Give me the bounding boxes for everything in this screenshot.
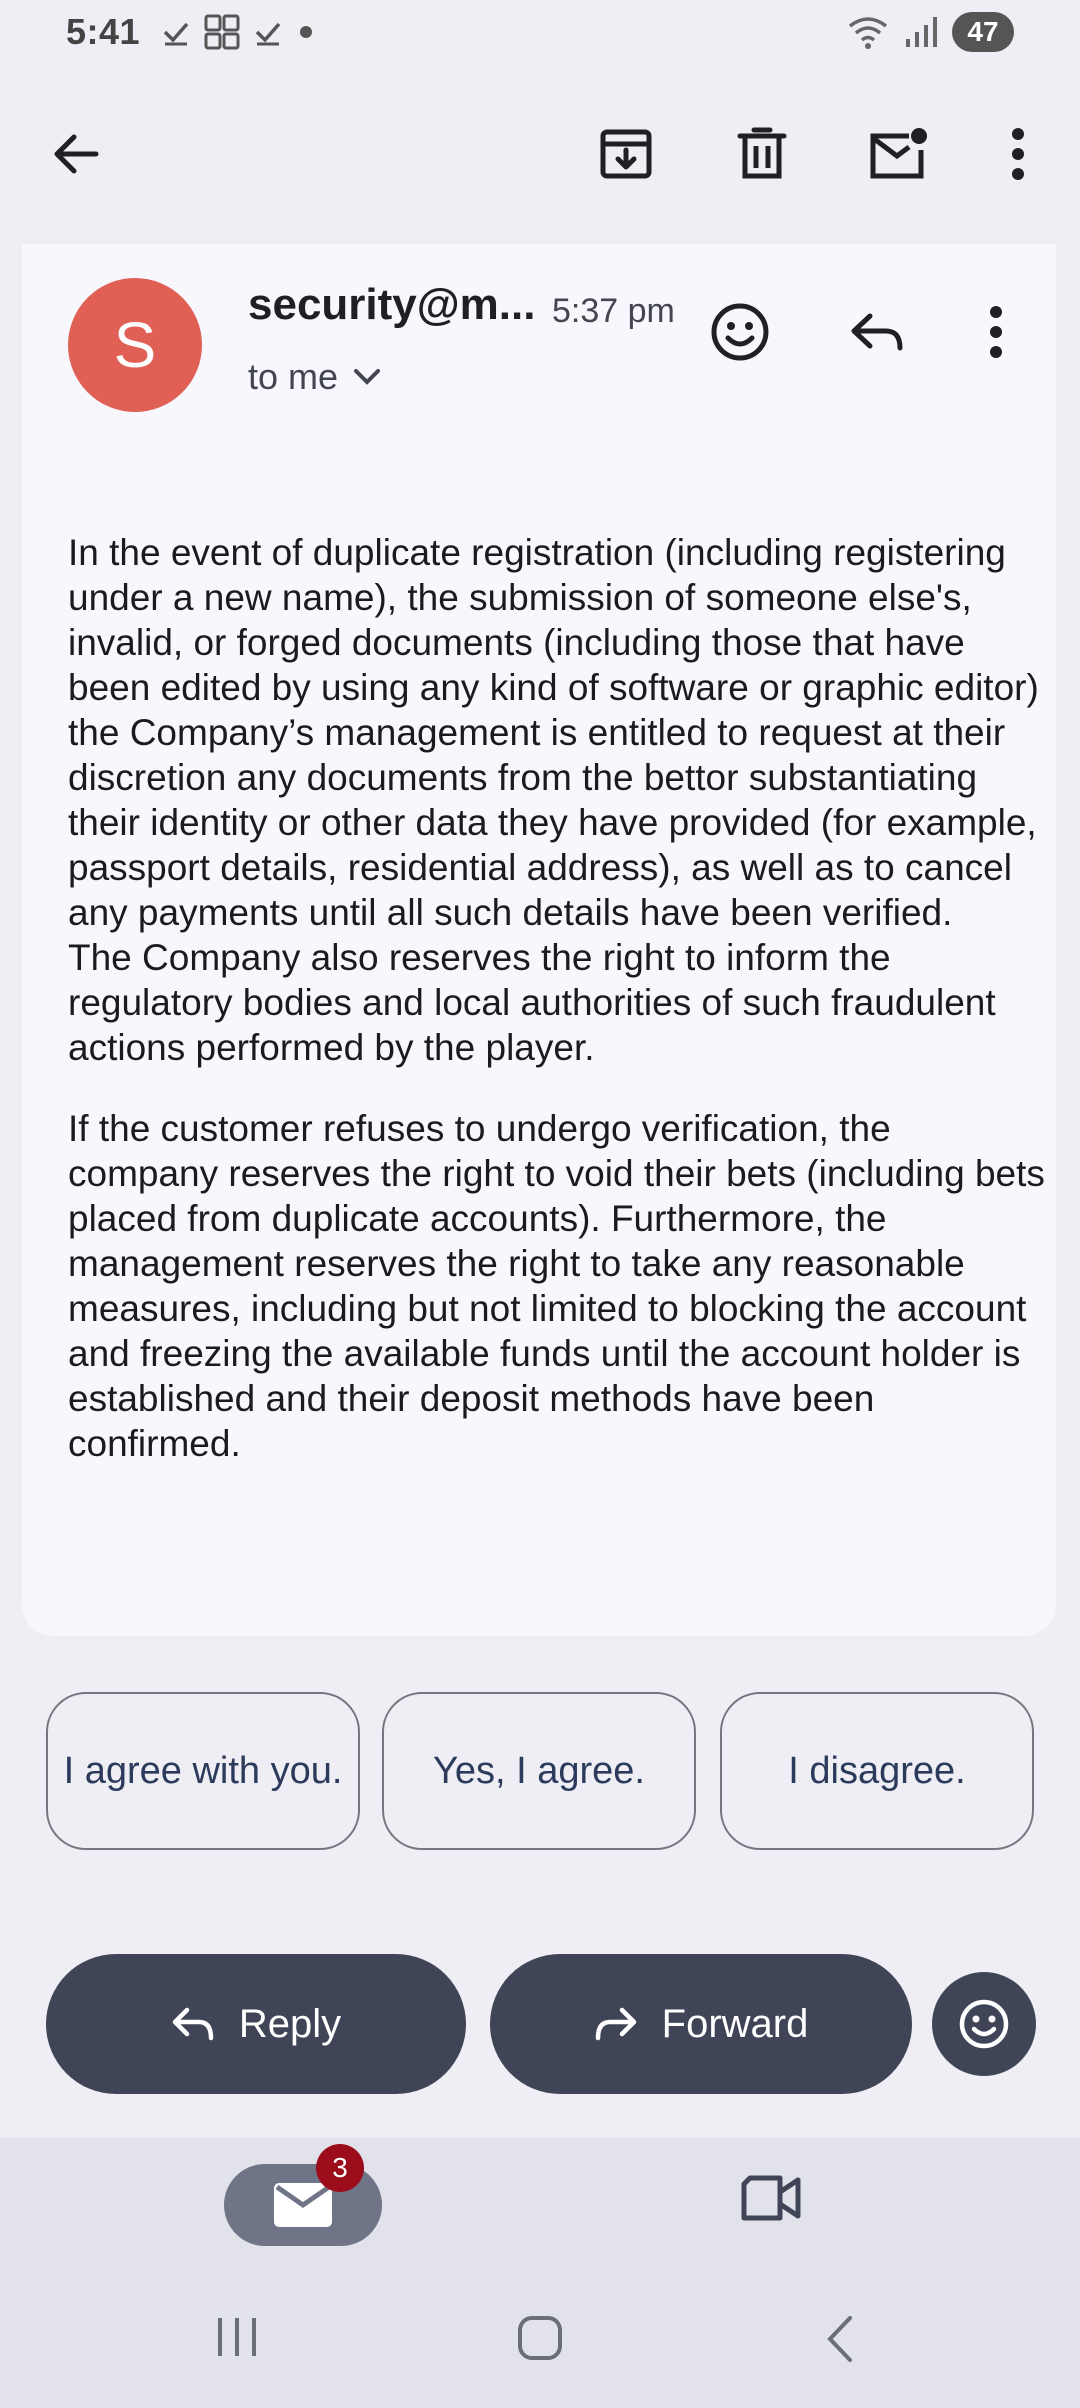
back-chevron-icon (822, 2314, 858, 2364)
back-arrow-icon (50, 128, 102, 180)
email-message-card (22, 244, 1056, 1636)
dot-icon (296, 22, 316, 42)
smart-reply-chip[interactable]: Yes, I agree. (382, 1692, 696, 1850)
react-emoji-button[interactable] (932, 1972, 1036, 2076)
chevron-down-icon (352, 367, 382, 387)
message-more-button[interactable] (960, 296, 1032, 368)
recent-apps-icon (214, 2314, 260, 2360)
system-back-button[interactable] (822, 2314, 858, 2364)
more-options-button[interactable] (982, 118, 1054, 190)
mail-icon (274, 2183, 332, 2227)
home-icon (516, 2314, 564, 2362)
system-navigation-bar (0, 2278, 1080, 2408)
reply-icon-button[interactable] (840, 296, 912, 368)
reply-label: Reply (238, 2001, 342, 2046)
forward-button[interactable] (490, 1954, 912, 2094)
notification-icons (162, 14, 316, 50)
avatar-letter: S (113, 309, 157, 381)
email-body (68, 530, 1048, 1502)
nav-mail-tab[interactable] (224, 2152, 382, 2246)
forward-icon (594, 2006, 638, 2042)
archive-icon (598, 126, 654, 182)
video-camera-icon (740, 2174, 802, 2222)
recipient-label: to me (248, 356, 339, 397)
recent-apps-button[interactable] (214, 2314, 260, 2360)
delete-button[interactable] (726, 118, 798, 190)
reply-icon (848, 310, 904, 354)
unread-count-badge: 3 (316, 2144, 364, 2192)
status-bar (0, 0, 1080, 64)
nav-meet-tab[interactable] (740, 2174, 802, 2227)
status-time: 5:41 (66, 11, 141, 52)
forward-label: Forward (661, 2001, 809, 2046)
battery-indicator: 47 (952, 12, 1014, 52)
email-time: 5:37 pm (552, 292, 675, 330)
smart-reply-chips (46, 1692, 1036, 1852)
email-toolbar (0, 100, 1080, 210)
home-button[interactable] (516, 2314, 564, 2362)
signal-icon (904, 15, 938, 49)
email-paragraph: In the event of duplicate registration (including registering under a new name), the submission of someone else's, invalid, or forged documents (including those that have been edited by using any kind of software or graphic editor) the Company’s management is entitled to request at their discretion any documents from the bettor substantiating their identity or other data they have provided (for example, passport details, residential address), as well as to cancel any payments until all such details have been verified. The Company also reserves the right to inform the regulatory bodies and local authorities of such fraudulent actions performed by the player. (68, 532, 1039, 1068)
check-icon (254, 18, 282, 46)
back-button[interactable] (40, 118, 112, 190)
email-paragraph: If the customer refuses to undergo verification, the company reserves the right to void their bets (including bets placed from duplicate accounts). Furthermore, the management reserves the right to take any reasonable measures, including but not limited to blocking the account and freezing the available funds until the account holder is established and their deposit methods have been confirmed. (68, 1108, 1045, 1464)
archive-button[interactable] (590, 118, 662, 190)
wifi-icon (846, 14, 890, 50)
emoji-icon (710, 302, 770, 362)
mark-unread-button[interactable] (862, 118, 934, 190)
avatar[interactable] (68, 278, 202, 412)
more-vert-icon (1010, 128, 1026, 180)
sender-address[interactable]: security@m... (248, 280, 536, 329)
reply-button[interactable] (46, 1954, 466, 2094)
reply-icon (171, 2006, 215, 2042)
system-status (846, 12, 1014, 52)
mark-unread-icon (867, 126, 929, 182)
check-icon (162, 18, 190, 46)
recipient-details-toggle[interactable] (248, 356, 382, 398)
bottom-navigation (0, 2138, 1080, 2278)
delete-icon (736, 126, 788, 182)
grid-icon (204, 14, 240, 50)
smart-reply-chip[interactable]: I agree with you. (46, 1692, 360, 1850)
emoji-icon (958, 1998, 1010, 2050)
smart-reply-chip[interactable]: I disagree. (720, 1692, 1034, 1850)
add-reaction-button[interactable] (704, 296, 776, 368)
more-vert-icon (988, 306, 1004, 358)
